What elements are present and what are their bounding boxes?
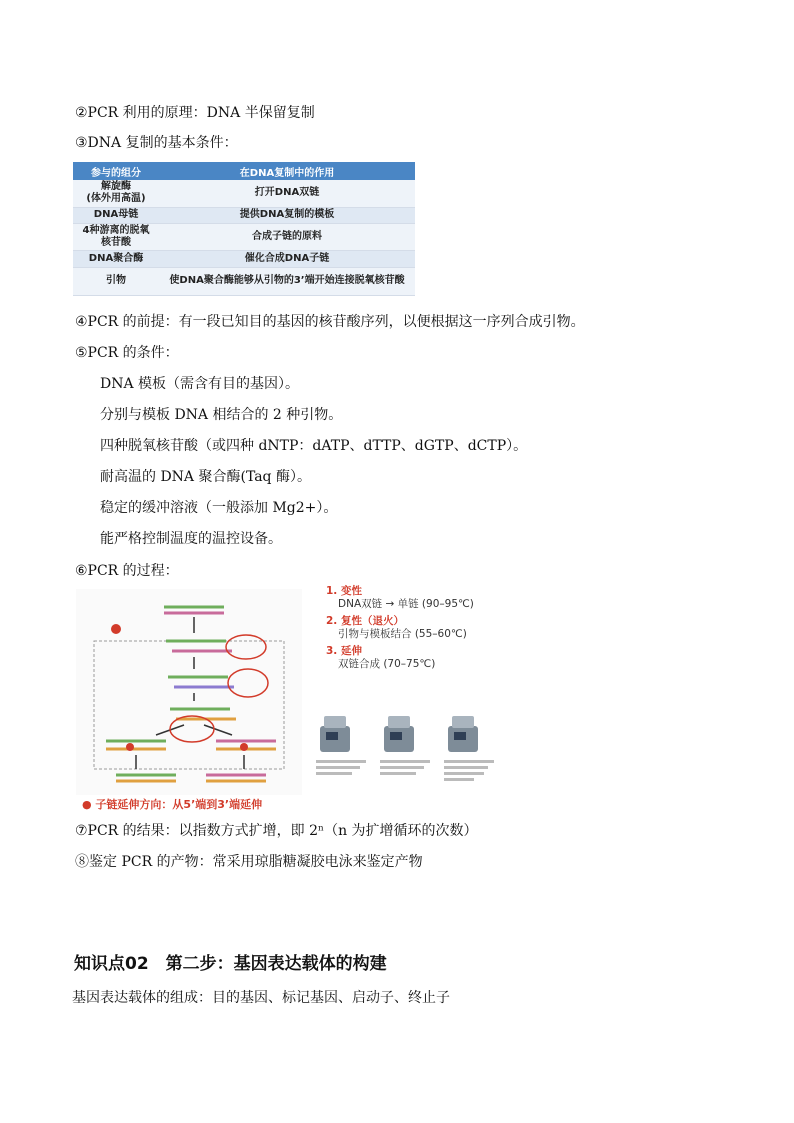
thermal-cycler-icon [384, 716, 414, 752]
replication-conditions-table [73, 162, 415, 296]
step-title: 2. 复性（退火） [326, 615, 404, 627]
step-desc: DNA双链 → 单链 (90–95℃) [338, 598, 474, 610]
step-title: 1. 变性 [326, 585, 362, 597]
thermal-cycler-icon [320, 716, 350, 752]
condition-item: 能严格控制温度的温控设备。 [100, 531, 282, 547]
step-desc: 双链合成 (70–75℃) [338, 658, 436, 670]
table-cell: 合成子链的原料 [159, 223, 415, 250]
pcr-conditions-heading: ⑤PCR 的条件： [75, 345, 179, 361]
premise-line: ④PCR 的前提：有一段已知目的基因的核苷酸序列，以便根据这一序列合成引物。 [75, 314, 585, 330]
condition-item: 分别与模板 DNA 相结合的 2 种引物。 [100, 407, 343, 423]
step-title: 3. 延伸 [326, 645, 362, 657]
thermal-cycler-icon [448, 716, 478, 752]
condition-item: 耐高温的 DNA 聚合酶(Taq 酶）。 [100, 469, 311, 485]
table-header-row [73, 162, 415, 180]
table-cell: 使DNA聚合酶能够从引物的3’端开始连接脱氧核苷酸 [159, 267, 415, 295]
pcr-cycle-diagram [76, 589, 302, 795]
thermal-cycler-images [316, 712, 506, 802]
result-line: ⑦PCR 的结果：以指数方式扩增，即 2ⁿ（n 为扩增循环的次数） [75, 823, 478, 839]
principle-line: ②PCR 利用的原理：DNA 半保留复制 [75, 105, 315, 121]
conditions-heading: ③DNA 复制的基本条件： [75, 135, 238, 151]
process-heading: ⑥PCR 的过程： [75, 563, 179, 579]
table-cell: 提供DNA复制的模板 [159, 207, 415, 223]
table-header-cell: 在DNA复制中的作用 [159, 162, 415, 180]
table-header-cell: 参与的组分 [73, 162, 159, 180]
table-row [73, 223, 415, 250]
table-cell: 引物 [73, 267, 159, 295]
condition-item: 稳定的缓冲溶液（一般添加 Mg2+）。 [100, 500, 338, 516]
extension-direction-legend: ● 子链延伸方向：从5’端到3’端延伸 [82, 798, 263, 811]
pcr-steps-list [326, 585, 474, 671]
table-row [73, 250, 415, 267]
table-cell: 催化合成DNA子链 [159, 250, 415, 267]
table-cell: DNA聚合酶 [73, 250, 159, 267]
table-row [73, 267, 415, 295]
identification-line: ⑧鉴定 PCR 的产物：常采用琼脂糖凝胶电泳来鉴定产物 [75, 854, 423, 870]
table-cell: DNA母链 [73, 207, 159, 223]
condition-item: 四种脱氧核苷酸（或四种 dNTP：dATP、dTTP、dGTP、dCTP）。 [100, 438, 528, 454]
table-cell: 解旋酶 (体外用高温) [73, 180, 159, 207]
table-cell: 打开DNA双链 [159, 180, 415, 207]
table-row [73, 207, 415, 223]
section-body: 基因表达载体的组成：目的基因、标记基因、启动子、终止子 [72, 990, 450, 1006]
table-row [73, 180, 415, 207]
section-heading: 知识点02 第二步：基因表达载体的构建 [74, 954, 387, 974]
table-cell: 4种游离的脱氧 核苷酸 [73, 223, 159, 250]
condition-item: DNA 模板（需含有目的基因）。 [100, 376, 300, 392]
step-desc: 引物与模板结合 (55–60℃) [338, 628, 467, 640]
